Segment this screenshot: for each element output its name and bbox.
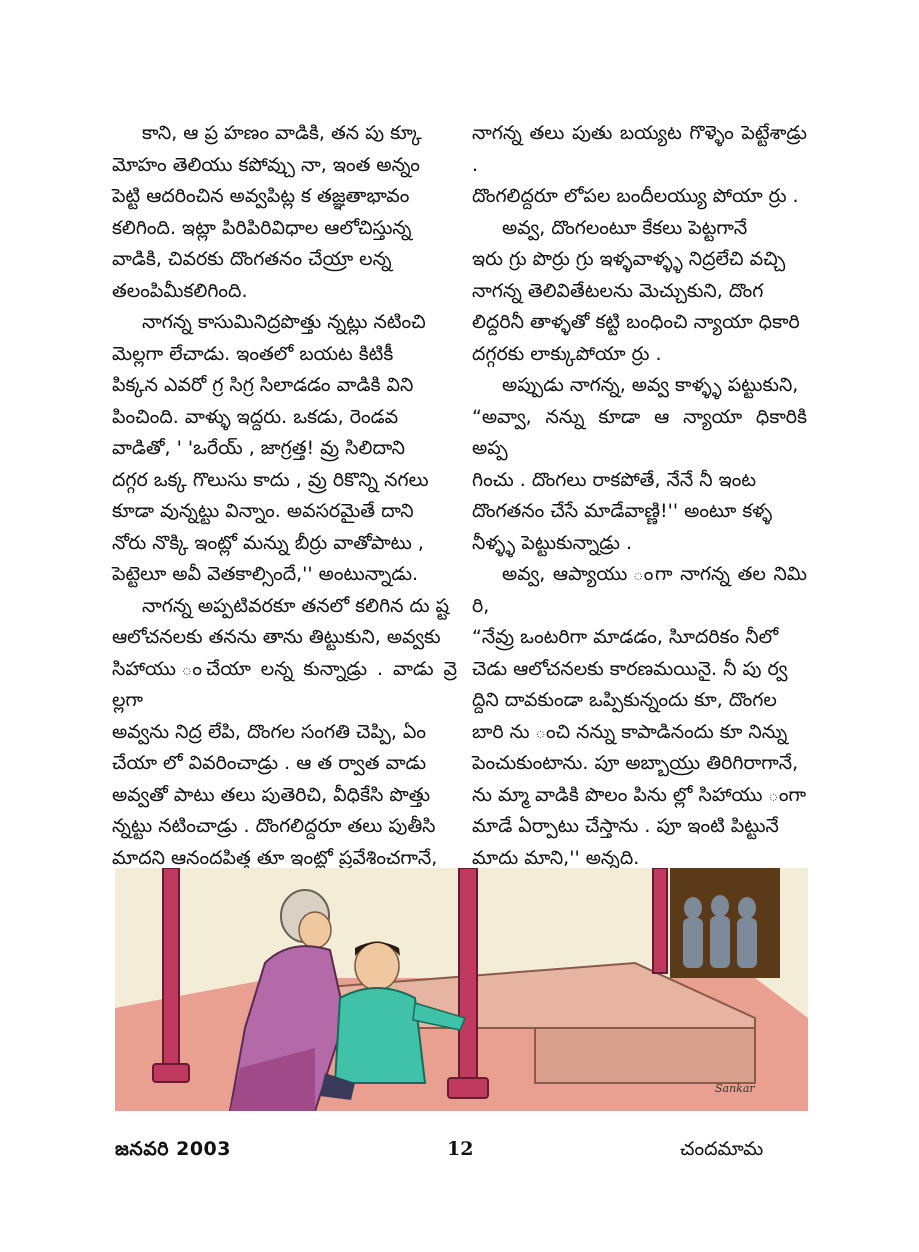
issue-date: జనవరి 2003 (115, 1138, 231, 1160)
thieves-figures (683, 895, 757, 968)
right-text-column (472, 118, 807, 937)
artist-signature: Sankar (715, 1082, 755, 1095)
story-illustration (115, 868, 808, 1111)
paragraph: అప్పుడు నాగన్న, అవ్వ కాళ్ళ్ళ పట్టుకుని, “అవ్వా, నన్ను కూడా ఆ న్యాయా ధికారికి అప్ప గించు . దొంగలు రాకపోతే, నేనే నీ ఇంట దొంగతనం చేసే మాడేవాణ్ణి!'' అంటూ కళ్ళ నీళ్ళ్ళ పెట్టుకున్నాడ్రు . (472, 374, 807, 554)
paragraph: అవ్వ, దొంగలంటూ కేకలు పెట్టగానే ఇరు గ్రు పొర్రు గ్రు ఇళ్ళవాళ్ళ్ళ నిద్రలేచి వచ్చి నాగన్న తెలివితేటలను మెచ్చుకుని, దొంగ లిద్దరినీ తాళ్ళతో కట్టి బంధించి న్యాయా ధికారి దగ్గరకు లాక్కుపోయా ర్రు . (472, 216, 800, 365)
paragraph: నాగన్న కాసుమినిద్రపొత్తు న్నట్లు నటించి మెల్లగా లేచాడు. ఇంతలో బయట కిటికీ పిక్కన ఎవరో గ్ర సిగ్ర సిలాడడం వాడికి విని పించింది. వాళ్ళు ఇద్దరు. ఒకడు, రెండవ వాడితో, ' 'ఒరేయ్ , జాగ్రత్త! వ్రు సిలిదాని దగ్గర ఒక్క గొలుసు కాదు , వ్రు రికొన్ని నగలు కూడా వున్నట్టు విన్నాం. అవసరమైతే దాని నోరు నొక్కి ఇంట్లో మన్ను బీర్రు వాతోపాటు , పెట్టెలూ అవీ వెతకాల్సిందే,'' అంటున్నాడు. (112, 311, 429, 585)
left-text-column (112, 118, 457, 874)
paragraph: అవ్వ, ఆప్యాయు ంగా నాగన్న తల నిమి రి, “నేవ్రు ఒంటరిగా మాడడం, సిూదరికం నీలో చెడు ఆలోచనలకు కారణమయినై. నీ పు ర్వ ద్దిని దావకుండా ఒప్పికున్నందు కూ, దొంగల బారి ను ంచి నన్ను కాపాడినందు కూ నిన్ను పెంచుకుంటాను. పూ అబ్బాయ్రు తిరిగిరాగానే, ను మ్మా వాడికి పొలం పిను ల్లో సిహాయు ంగా మాడే ఏర్పాటు చేస్తాను . పూ ఇంటి పిట్టునే మాదు మాని,'' అన్నది. (472, 563, 807, 869)
paragraph: నాగన్న తలు పుతు బయ్యట గొళ్ళెం పెట్టేశాడ్రు . దొంగలిద్దరూ లోపల బందీలయ్యు పోయా ర్రు . (472, 122, 807, 207)
page-number: 12 (447, 1138, 474, 1160)
paragraph: నాగన్న అప్పటివరకూ తనలో కలిగిన దు ష్ట ఆలోచనలకు తనను తాను తిట్టుకుని, అవ్వకు సిహాయు ంచేయా లన్న కున్నాడ్రు . వాడు వ్రె ల్లగా అవ్వను నిద్ర లేపి, దొంగల సంగతి చెప్పి, ఏం చేయా లో వివరించాడ్రు . ఆ త ర్వాత వాడు అవ్వతో పాటు తలు పుతెరిచి, వీధికేసి పొత్తు న్నట్టు నటించాడ్రు . దొంగలిద్దరూ తలు పుతీసి మాదని ఆనందపిత్త తూ ఇంట్లో ప్రవేశించగానే, (112, 594, 457, 869)
magazine-name: చందమామ (680, 1138, 764, 1160)
paragraph: కాని, ఆ ప్ర హణం వాడికి, తన పు క్కూ మోహం తెలియు కపోవ్చు నా, ఇంత అన్నం పెట్టి ఆదరించిన అవ్వపిట్ల క తజ్ఞతాభావం కలిగింది. ఇట్లా పిరిపిరివిధాల ఆలోచిస్తున్న వాడికి, చివరకు దొంగతనం చేయ్రా లన్న తలంపిమీకలిగింది. (112, 122, 422, 302)
